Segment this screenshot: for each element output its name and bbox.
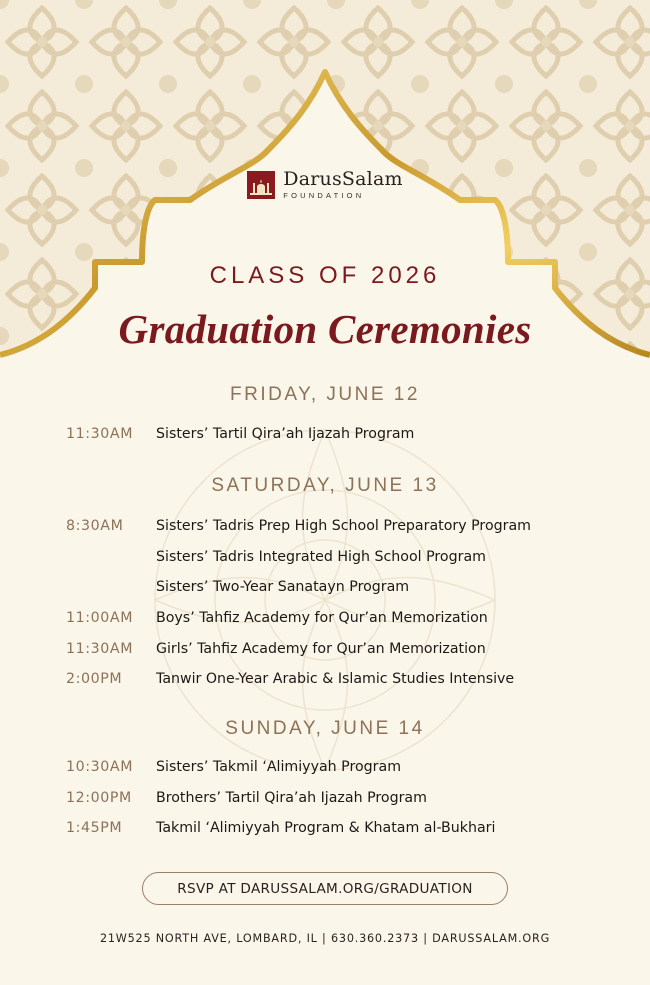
event-program: Sisters’ Tadris Integrated High School Program — [156, 549, 486, 565]
schedule-row — [66, 756, 626, 778]
schedule-row — [66, 638, 626, 660]
event-time: 12:00PM — [66, 790, 132, 806]
footer-contact: 21W525 NORTH AVE, LOMBARD, IL | 630.360.2373 | DARUSSALAM.ORG — [99, 932, 551, 945]
schedule-row — [66, 817, 626, 839]
schedule-row — [66, 607, 626, 629]
event-program: Sisters’ Tartil Qira’ah Ijazah Program — [156, 426, 415, 442]
schedule-row — [66, 546, 626, 568]
event-program: Takmil ‘Alimiyyah Program & Khatam al-Bukhari — [156, 820, 496, 836]
logo-subtitle: FOUNDATION — [283, 191, 365, 200]
event-program: Boys’ Tahfiz Academy for Qur’an Memorization — [156, 610, 488, 626]
event-time: 11:30AM — [66, 426, 134, 442]
event-time: 11:30AM — [66, 641, 134, 657]
page-title: Graduation Ceremonies — [118, 306, 532, 352]
event-time: 2:00PM — [66, 671, 123, 687]
logo-name: DarusSalam — [283, 168, 403, 190]
event-program: Girls’ Tahfiz Academy for Qur’an Memorization — [156, 641, 486, 657]
event-time: 11:00AM — [66, 610, 134, 626]
schedule-row — [66, 576, 626, 598]
event-program: Sisters’ Takmil ‘Alimiyyah Program — [156, 759, 402, 775]
schedule-row — [66, 423, 626, 445]
day-heading-friday: FRIDAY, JUNE 12 — [230, 384, 420, 405]
schedule-row — [66, 515, 626, 537]
schedule-row — [66, 787, 626, 809]
rsvp-link[interactable]: RSVP AT DARUSSALAM.ORG/GRADUATION — [142, 872, 508, 905]
event-program: Sisters’ Two-Year Sanatayn Program — [156, 579, 410, 595]
day-heading-sunday: SUNDAY, JUNE 14 — [225, 718, 425, 739]
day-heading-saturday: SATURDAY, JUNE 13 — [211, 475, 439, 496]
event-program: Brothers’ Tartil Qira’ah Ijazah Program — [156, 790, 427, 806]
class-title: CLASS OF 2026 — [209, 262, 441, 289]
event-time: 10:30AM — [66, 759, 134, 775]
event-time: 8:30AM — [66, 518, 124, 534]
mosque-logo-icon — [247, 171, 275, 199]
event-program: Tanwir One-Year Arabic & Islamic Studies Intensive — [156, 671, 515, 687]
event-program: Sisters’ Tadris Prep High School Preparatory Program — [156, 518, 531, 534]
event-time: 1:45PM — [66, 820, 123, 836]
logo — [0, 170, 650, 200]
schedule-row — [66, 668, 626, 690]
